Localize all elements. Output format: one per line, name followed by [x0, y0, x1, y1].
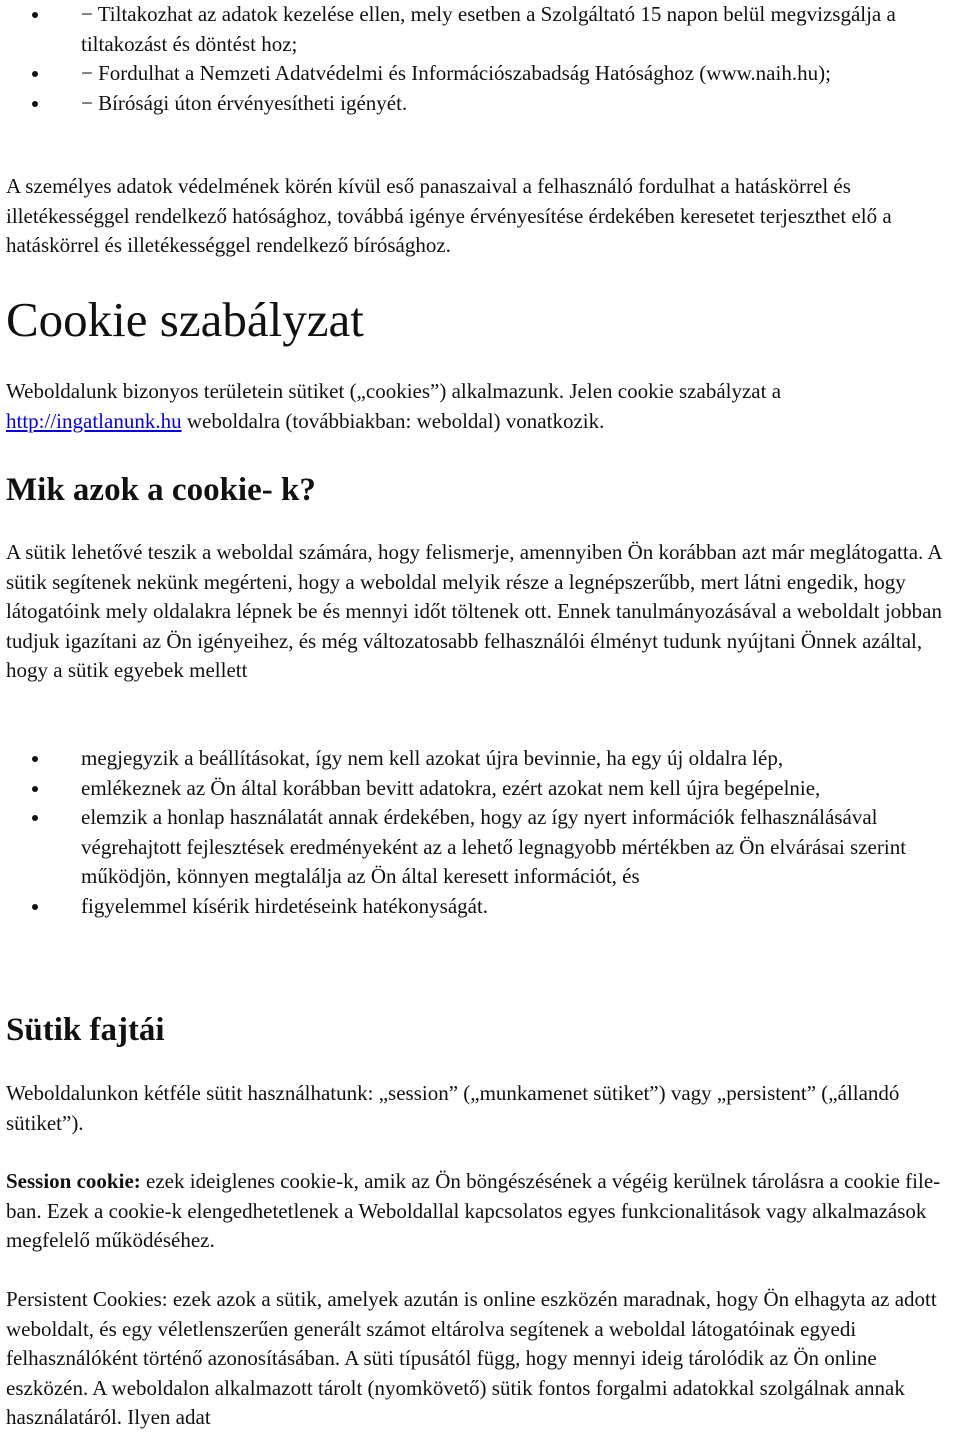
what-are-cookies-paragraph: A sütik lehetővé teszik a weboldal számára, hogy felismerje, amennyiben Ön korábban azt már meglátogatta. A sütik segítenek nekünk megérteni, hogy a weboldal melyik része a legnépszerűbb, mert látni engedik, hogy látogatóink mely oldalakra lépnek be és mennyi időt töltenek ott. Ennek tanulmányozásával a weboldalt jobban tudjuk igazítani az Ön igényeihez, és még változatosabb felhasználói élményt tudunk nyújtani Önnek azáltal, hogy a sütik egyebek mellett [6, 540, 942, 682]
bullet-icon [32, 71, 38, 77]
what-are-cookies-heading: Mik azok a cookie- k? [6, 472, 316, 508]
session-cookie-paragraph: Session cookie: ezek ideiglenes cookie-k, amik az Ön böngészésének a végéig kerülnek tárolásra a cookie file-ban. Ezek a cookie-k elengedhetetlenek a Weboldallal kapcsolatos egyes funkcionalitások vagy alkalmazások megfelelő működéséhez. [6, 1169, 941, 1252]
bullet-icon [32, 786, 38, 792]
rights-list [6, 0, 956, 118]
bullet-icon [32, 12, 38, 18]
session-cookie-label: Session cookie: [6, 1169, 141, 1193]
list-item: − Fordulhat a Nemzeti Adatvédelmi és Információszabadság Hatósághoz (www.naih.hu); [6, 59, 956, 89]
list-item: elemzik a honlap használatát annak érdekében, hogy az így nyert információk felhasználásával végrehajtott fejlesztések eredményeként az a lehető legnagyobb mértékben az Ön elvárásai szerint működjön, könnyen megtalálja az Ön által keresett információt, és [6, 803, 956, 892]
bullet-icon [32, 756, 38, 762]
cookie-policy-intro: Weboldalunk bizonyos területein sütiket („cookies”) alkalmazunk. Jelen cookie szabályzat a http://ingatlanunk.hu weboldalra (továbbiakban: weboldal) vonatkozik. [6, 379, 782, 433]
list-item: − Bírósági úton érvényesítheti igényét. [6, 89, 956, 119]
bullet-icon [32, 815, 38, 821]
cookie-types-heading: Sütik fajtái [6, 1012, 165, 1048]
cookie-policy-heading: Cookie szabályzat [6, 292, 364, 347]
complaint-paragraph: A személyes adatok védelmének körén kívül eső panaszaival a felhasználó fordulhat a hatáskörrel és illetékességgel rendelkező hatósághoz, továbbá igénye érvényesítése érdekében keresetet terjeszthet elő a hatáskörrel és illetékességgel rendelkező bírósághoz. [6, 174, 892, 257]
list-item: − Tiltakozhat az adatok kezelése ellen, mely esetben a Szolgáltató 15 napon belül megvizsgálja a tiltakozást és döntést hoz; [6, 0, 956, 59]
persistent-cookie-paragraph: Persistent Cookies: ezek azok a sütik, amelyek azután is online eszközén maradnak, hogy Ön elhagyta az adott weboldalt, és egy véletlenszerűen generált számot eltárolva segítenek a weboldal látogatóinak egyedi felhasználóként történő azonosításában. A süti típusától függ, hogy mennyi ideig tárolódik az Ön online eszközén. A weboldalon alkalmazott tárolt (nyomkövető) sütik fontos forgalmi adatokkal szolgálnak annak használatáról. Ilyen adat [6, 1287, 937, 1429]
list-item: figyelemmel kísérik hirdetéseink hatékonyságát. [6, 892, 956, 922]
list-item: megjegyzik a beállításokat, így nem kell azokat újra bevinnie, ha egy új oldalra lép, [6, 744, 956, 774]
cookie-types-intro: Weboldalunkon kétféle sütit használhatunk: „session” („munkamenet sütiket”) vagy „persistent” („állandó sütiket”). [6, 1081, 900, 1135]
bullet-icon [32, 101, 38, 107]
website-link[interactable]: http://ingatlanunk.hu [6, 408, 182, 433]
list-item: emlékeznek az Ön által korábban bevitt adatokra, ezért azokat nem kell újra begépelnie, [6, 774, 956, 804]
bullet-icon [32, 904, 38, 910]
cookie-benefits-list [6, 744, 956, 921]
